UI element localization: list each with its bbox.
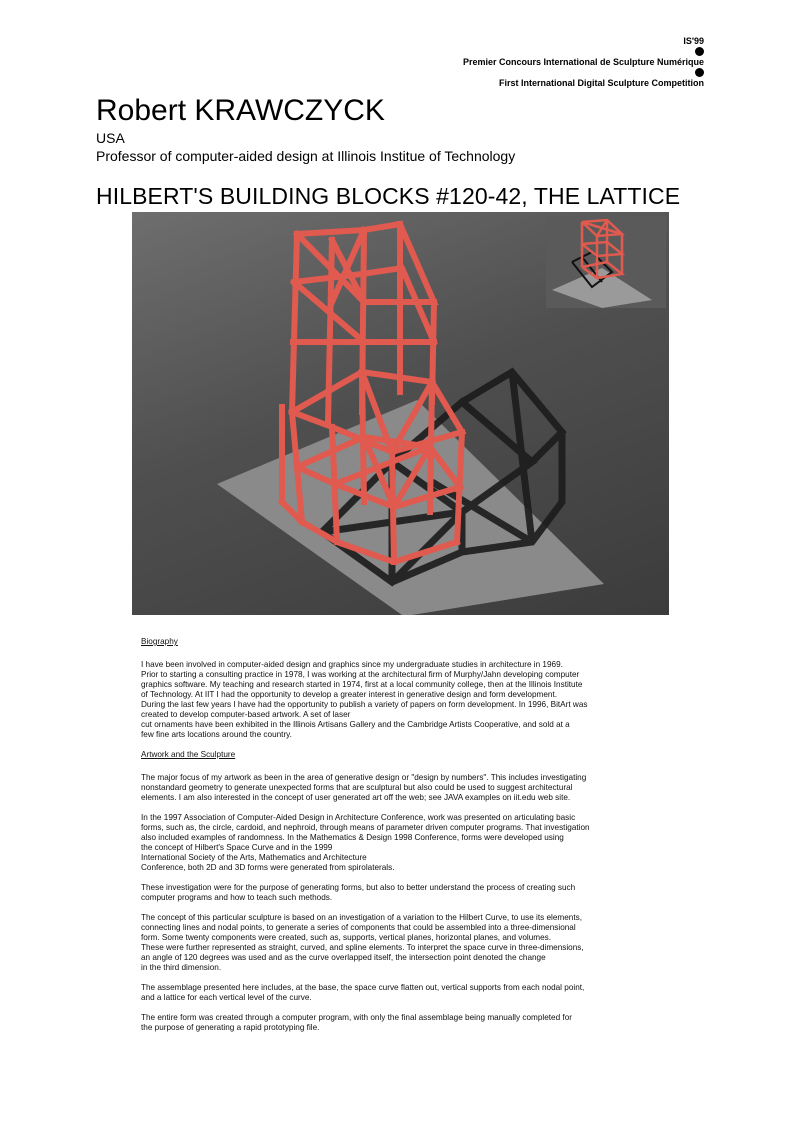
body-text bbox=[141, 637, 681, 1043]
text-line: the purpose of generating a rapid prototyping file. bbox=[141, 1023, 320, 1032]
bullet-dot-icon bbox=[463, 47, 704, 57]
text-line: created to develop computer-based artwork. A set of laser bbox=[141, 710, 351, 719]
text-line: Prior to starting a consulting practice in 1978, I was working at the architectural firm of Murphy/Jahn developing computer bbox=[141, 670, 580, 679]
event-name-en: First International Digital Sculpture Competition bbox=[498, 78, 704, 88]
text-line: computer programs and how to teach such methods. bbox=[141, 893, 333, 902]
event-header bbox=[463, 36, 704, 89]
text-line: The major focus of my artwork as been in the area of generative design or "design by numbers". This includes investigating bbox=[141, 773, 587, 782]
text-line: During the last few years I have had the opportunity to publish a variety of papers on form development. In 1996, BitArt was bbox=[141, 700, 588, 709]
section-heading: Biography bbox=[141, 637, 178, 646]
text-line: and a lattice for each vertical level of the curve. bbox=[141, 993, 312, 1002]
artist-affiliation: Professor of computer-aided design at Illinois Institue of Technology bbox=[96, 148, 516, 164]
text-line: the concept of Hilbert's Space Curve and in the 1999 bbox=[141, 843, 333, 852]
event-code: IS'99 bbox=[683, 36, 704, 46]
text-line: graphics software. My teaching and research started in 1974, first at a local community college, then at the Illinois Institute bbox=[141, 680, 583, 689]
text-line: nonstandard geometry to generate unexpected forms that are sculptural but also could be used to suggest architectural bbox=[141, 783, 573, 792]
text-line: Conference, both 2D and 3D forms were generated from spirolaterals. bbox=[141, 863, 395, 872]
paragraph bbox=[141, 660, 681, 740]
text-line: The assemblage presented here includes, at the base, the space curve flatten out, vertical supports from each nodal point, bbox=[141, 983, 585, 992]
paragraph bbox=[141, 983, 681, 1003]
text-line: The concept of this particular sculpture is based on an investigation of a variation to the Hilbert Curve, to use its elements, bbox=[141, 913, 582, 922]
text-line: In the 1997 Association of Computer-Aided Design in Architecture Conference, work was presented on articulating basic bbox=[141, 813, 576, 822]
text-line: in the third dimension. bbox=[141, 963, 222, 972]
artist-name: Robert KRAWCZYCK bbox=[96, 94, 385, 127]
text-line: elements. I am also interested in the concept of user generated art off the web; see JAVA examples on iit.edu web site. bbox=[141, 793, 571, 802]
sculpture-render-svg bbox=[132, 212, 669, 615]
text-line: International Society of the Arts, Mathematics and Architecture bbox=[141, 853, 367, 862]
text-line: few fine arts locations around the country. bbox=[141, 730, 292, 739]
section-heading: Artwork and the Sculpture bbox=[141, 750, 236, 759]
event-name-fr: Premier Concours International de Sculpture Numérique bbox=[462, 57, 704, 67]
text-line: cut ornaments have been exhibited in the Illinois Artisans Gallery and the Cambridge Artists Cooperative, and sold at a bbox=[141, 720, 570, 729]
text-line: an angle of 120 degrees was used and as the curve overlapped itself, the intersection point denoted the change bbox=[141, 953, 546, 962]
paragraph bbox=[141, 1013, 681, 1033]
text-line: connecting lines and nodal points, to generate a series of components that could be assembled into a three-dimensional bbox=[141, 923, 576, 932]
text-line: These were further represented as straight, curved, and spline elements. To interpret the space curve in three-dimensions, bbox=[141, 943, 584, 952]
paragraph bbox=[141, 773, 681, 803]
paragraph bbox=[141, 883, 681, 903]
text-line: also included examples of randomness. In the Mathematics & Design 1998 Conference, forms were developed using bbox=[141, 833, 564, 842]
ground-plane bbox=[217, 400, 604, 615]
text-line: The entire form was created through a computer program, with only the final assemblage being manually completed for bbox=[141, 1013, 572, 1022]
sculpture-render-image bbox=[132, 212, 669, 615]
text-line: of Technology. At IIT I had the opportunity to develop a greater interest in generative design and form development. bbox=[141, 690, 558, 699]
paragraph bbox=[141, 813, 681, 873]
text-line: I have been involved in computer-aided design and graphics since my undergraduate studies in architecture in 1969. bbox=[141, 660, 563, 669]
artist-country: USA bbox=[96, 130, 125, 146]
paragraph bbox=[141, 913, 681, 973]
text-line: forms, such as, the circle, cardoid, and nephroid, through means of parameter driven computer programs. That investigation bbox=[141, 823, 590, 832]
text-line: form. Some twenty components were created, such as, supports, vertical planes, horizontal planes, and volumes. bbox=[141, 933, 552, 942]
work-title: HILBERT'S BUILDING BLOCKS #120-42, THE LATTICE bbox=[96, 183, 681, 209]
text-line: These investigation were for the purpose of generating forms, but also to better understand the process of creating such bbox=[141, 883, 576, 892]
bullet-dot-icon bbox=[463, 68, 704, 78]
